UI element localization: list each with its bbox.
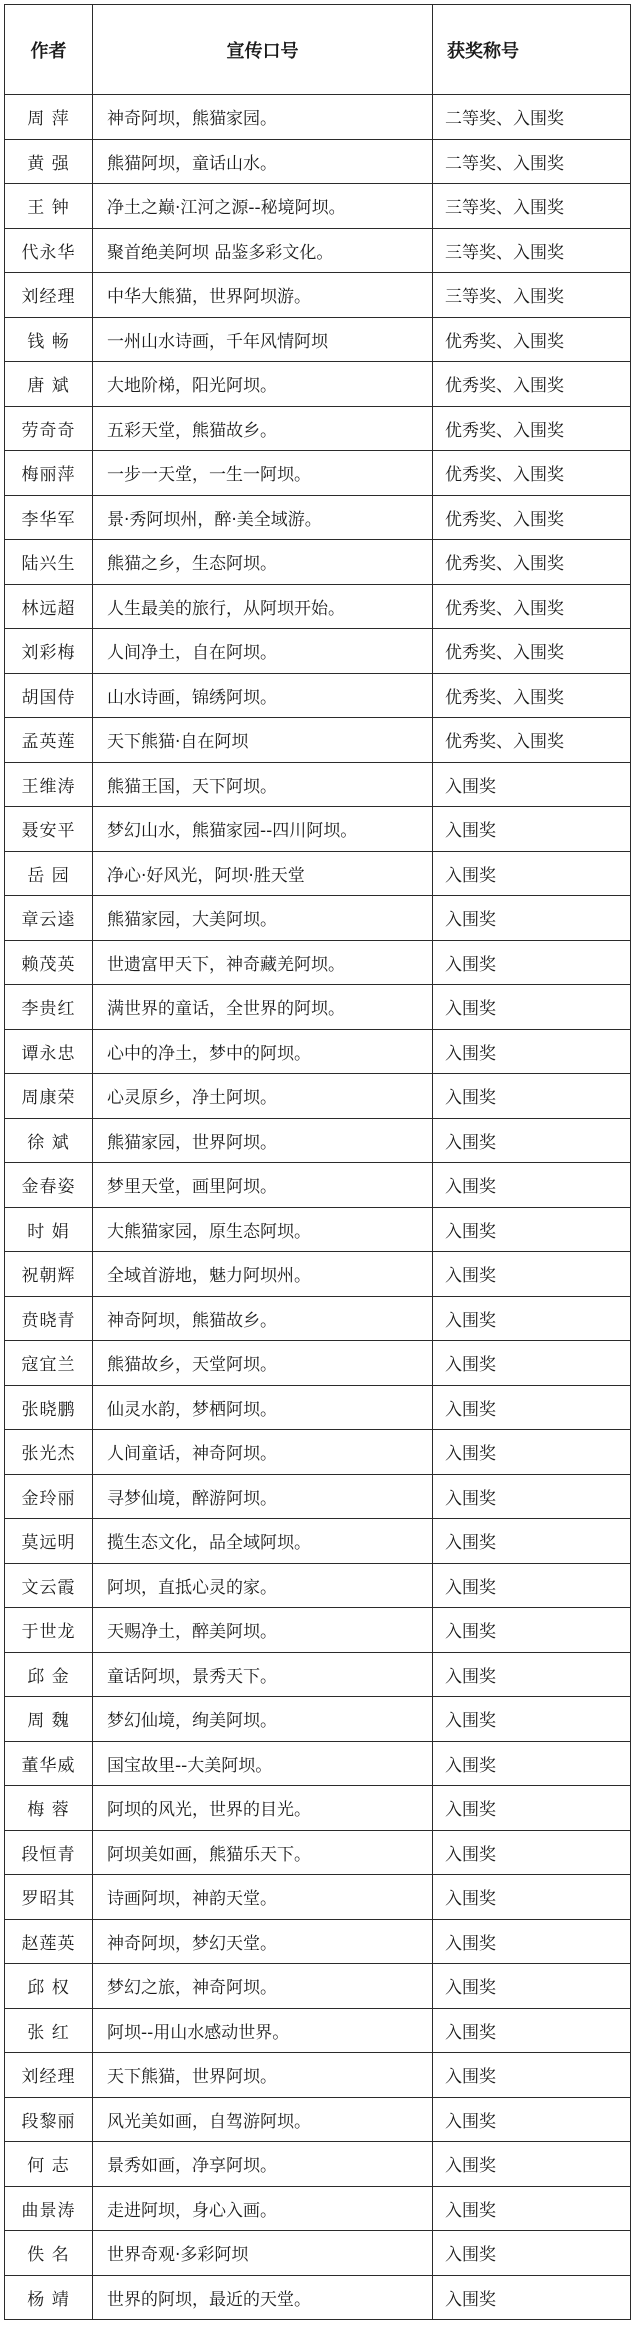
author-cell: 梅 蓉 — [5, 1786, 93, 1831]
table-row — [5, 673, 631, 718]
table-row — [5, 1296, 631, 1341]
table-row — [5, 807, 631, 852]
author-cell: 贲晓青 — [5, 1296, 93, 1341]
author-cell: 刘彩梅 — [5, 629, 93, 674]
table-row — [5, 1385, 631, 1430]
header-row — [5, 5, 631, 95]
table-row — [5, 2097, 631, 2142]
author-cell: 文云霞 — [5, 1563, 93, 1608]
table-row — [5, 1252, 631, 1297]
author-cell: 胡国侍 — [5, 673, 93, 718]
award-cell: 入围奖 — [433, 1964, 631, 2009]
table-row — [5, 1074, 631, 1119]
author-cell: 时 娟 — [5, 1207, 93, 1252]
author-cell: 梅丽萍 — [5, 451, 93, 496]
table-row — [5, 2186, 631, 2231]
author-cell: 罗昭其 — [5, 1875, 93, 1920]
slogan-cell: 人生最美的旅行，从阿坝开始。 — [93, 584, 433, 629]
slogan-cell: 阿坝，直抵心灵的家。 — [93, 1563, 433, 1608]
author-cell: 寇宜兰 — [5, 1341, 93, 1386]
table-row — [5, 2053, 631, 2098]
author-cell: 林远超 — [5, 584, 93, 629]
award-cell: 优秀奖、入围奖 — [433, 362, 631, 407]
author-cell: 黄 强 — [5, 139, 93, 184]
table-row — [5, 851, 631, 896]
table-row — [5, 406, 631, 451]
slogan-cell: 山水诗画，锦绣阿坝。 — [93, 673, 433, 718]
slogan-cell: 人间童话，神奇阿坝。 — [93, 1430, 433, 1475]
slogan-cell: 揽生态文化，品全域阿坝。 — [93, 1519, 433, 1564]
table-row — [5, 1519, 631, 1564]
author-cell: 刘经理 — [5, 2053, 93, 2098]
author-cell: 张 红 — [5, 2008, 93, 2053]
table-row — [5, 1207, 631, 1252]
award-cell: 入围奖 — [433, 1608, 631, 1653]
award-cell: 入围奖 — [433, 2097, 631, 2142]
slogan-cell: 梦幻仙境，绚美阿坝。 — [93, 1697, 433, 1742]
slogan-cell: 一步一天堂，一生一阿坝。 — [93, 451, 433, 496]
table-row — [5, 2231, 631, 2276]
award-cell: 入围奖 — [433, 851, 631, 896]
award-cell: 入围奖 — [433, 2142, 631, 2187]
award-cell: 入围奖 — [433, 1252, 631, 1297]
slogan-cell: 熊猫故乡，天堂阿坝。 — [93, 1341, 433, 1386]
slogan-cell: 神奇阿坝，熊猫故乡。 — [93, 1296, 433, 1341]
table-row — [5, 718, 631, 763]
award-cell: 入围奖 — [433, 762, 631, 807]
table-row — [5, 896, 631, 941]
author-cell: 于世龙 — [5, 1608, 93, 1653]
award-cell: 优秀奖、入围奖 — [433, 584, 631, 629]
award-cell: 入围奖 — [433, 2275, 631, 2320]
table-row — [5, 1029, 631, 1074]
award-cell: 优秀奖、入围奖 — [433, 718, 631, 763]
slogan-cell: 神奇阿坝，熊猫家园。 — [93, 95, 433, 140]
table-row — [5, 1341, 631, 1386]
author-cell: 徐 斌 — [5, 1118, 93, 1163]
award-cell: 入围奖 — [433, 1519, 631, 1564]
slogan-cell: 天下熊猫·自在阿坝 — [93, 718, 433, 763]
author-cell: 章云逵 — [5, 896, 93, 941]
table-row — [5, 1697, 631, 1742]
author-cell: 陆兴生 — [5, 540, 93, 585]
slogan-cell: 世界的阿坝，最近的天堂。 — [93, 2275, 433, 2320]
author-cell: 金春姿 — [5, 1163, 93, 1208]
table-row — [5, 1430, 631, 1475]
slogan-cell: 寻梦仙境，醉游阿坝。 — [93, 1474, 433, 1519]
award-cell: 入围奖 — [433, 1697, 631, 1742]
slogan-cell: 熊猫王国，天下阿坝。 — [93, 762, 433, 807]
author-cell: 代永华 — [5, 228, 93, 273]
award-cell: 入围奖 — [433, 1207, 631, 1252]
award-cell: 优秀奖、入围奖 — [433, 406, 631, 451]
table-row — [5, 629, 631, 674]
award-cell: 入围奖 — [433, 940, 631, 985]
table-row — [5, 540, 631, 585]
award-cell: 优秀奖、入围奖 — [433, 629, 631, 674]
award-cell: 二等奖、入围奖 — [433, 139, 631, 184]
slogan-cell: 阿坝--用山水感动世界。 — [93, 2008, 433, 2053]
author-cell: 唐 斌 — [5, 362, 93, 407]
slogan-cell: 世遗富甲天下，神奇藏羌阿坝。 — [93, 940, 433, 985]
slogan-cell: 风光美如画，自驾游阿坝。 — [93, 2097, 433, 2142]
award-cell: 优秀奖、入围奖 — [433, 495, 631, 540]
slogan-cell: 熊猫家园，世界阿坝。 — [93, 1118, 433, 1163]
author-cell: 董华威 — [5, 1741, 93, 1786]
award-cell: 优秀奖、入围奖 — [433, 317, 631, 362]
table-row — [5, 495, 631, 540]
slogan-cell: 梦幻山水，熊猫家园--四川阿坝。 — [93, 807, 433, 852]
author-cell: 段黎丽 — [5, 2097, 93, 2142]
slogan-cell: 梦里天堂，画里阿坝。 — [93, 1163, 433, 1208]
award-cell: 优秀奖、入围奖 — [433, 540, 631, 585]
slogan-cell: 净土之巅·江河之源--秘境阿坝。 — [93, 184, 433, 229]
table-row — [5, 2275, 631, 2320]
author-cell: 周 魏 — [5, 1697, 93, 1742]
author-cell: 谭永忠 — [5, 1029, 93, 1074]
slogan-cell: 童话阿坝，景秀天下。 — [93, 1652, 433, 1697]
award-cell: 入围奖 — [433, 1563, 631, 1608]
table-row — [5, 362, 631, 407]
slogan-cell: 大地阶梯，阳光阿坝。 — [93, 362, 433, 407]
table-row — [5, 139, 631, 184]
award-cell: 入围奖 — [433, 1118, 631, 1163]
table-row — [5, 1652, 631, 1697]
slogan-cell: 全域首游地，魅力阿坝州。 — [93, 1252, 433, 1297]
author-cell: 周 萍 — [5, 95, 93, 140]
table-row — [5, 1741, 631, 1786]
award-table-body — [5, 95, 631, 2320]
slogan-cell: 聚首绝美阿坝 品鉴多彩文化。 — [93, 228, 433, 273]
slogan-cell: 梦幻之旅，神奇阿坝。 — [93, 1964, 433, 2009]
author-cell: 张光杰 — [5, 1430, 93, 1475]
slogan-cell: 心中的净土，梦中的阿坝。 — [93, 1029, 433, 1074]
award-cell: 入围奖 — [433, 1074, 631, 1119]
table-row — [5, 1875, 631, 1920]
table-row — [5, 1118, 631, 1163]
table-row — [5, 1608, 631, 1653]
table-row — [5, 95, 631, 140]
table-row — [5, 2008, 631, 2053]
award-cell: 入围奖 — [433, 1919, 631, 1964]
table-row — [5, 762, 631, 807]
award-cell: 入围奖 — [433, 1385, 631, 1430]
slogan-cell: 一州山水诗画，千年风情阿坝 — [93, 317, 433, 362]
table-row — [5, 985, 631, 1030]
award-cell: 入围奖 — [433, 1430, 631, 1475]
author-cell: 王 钟 — [5, 184, 93, 229]
table-row — [5, 1474, 631, 1519]
slogan-cell: 人间净土，自在阿坝。 — [93, 629, 433, 674]
slogan-cell: 阿坝美如画，熊猫乐天下。 — [93, 1830, 433, 1875]
slogan-cell: 神奇阿坝，梦幻天堂。 — [93, 1919, 433, 1964]
slogan-cell: 景秀如画，净享阿坝。 — [93, 2142, 433, 2187]
header-author: 作者 — [5, 5, 93, 95]
award-cell: 入围奖 — [433, 807, 631, 852]
table-row — [5, 273, 631, 318]
author-cell: 李华军 — [5, 495, 93, 540]
slogan-cell: 世界奇观·多彩阿坝 — [93, 2231, 433, 2276]
award-cell: 入围奖 — [433, 2231, 631, 2276]
table-row — [5, 228, 631, 273]
author-cell: 赵莲英 — [5, 1919, 93, 1964]
table-row — [5, 940, 631, 985]
slogan-cell: 熊猫之乡，生态阿坝。 — [93, 540, 433, 585]
slogan-cell: 国宝故里--大美阿坝。 — [93, 1741, 433, 1786]
slogan-cell: 心灵原乡，净土阿坝。 — [93, 1074, 433, 1119]
table-row — [5, 184, 631, 229]
author-cell: 邱 金 — [5, 1652, 93, 1697]
slogan-cell: 天赐净土，醉美阿坝。 — [93, 1608, 433, 1653]
author-cell: 金玲丽 — [5, 1474, 93, 1519]
award-cell: 入围奖 — [433, 985, 631, 1030]
slogan-cell: 景·秀阿坝州，醉·美全域游。 — [93, 495, 433, 540]
award-cell: 入围奖 — [433, 1875, 631, 1920]
award-cell: 三等奖、入围奖 — [433, 184, 631, 229]
slogan-cell: 满世界的童话，全世界的阿坝。 — [93, 985, 433, 1030]
author-cell: 段恒青 — [5, 1830, 93, 1875]
table-row — [5, 1919, 631, 1964]
slogan-cell: 仙灵水韵，梦栖阿坝。 — [93, 1385, 433, 1430]
award-cell: 入围奖 — [433, 2008, 631, 2053]
author-cell: 刘经理 — [5, 273, 93, 318]
table-row — [5, 1786, 631, 1831]
table-row — [5, 1830, 631, 1875]
header-award: 获奖称号 — [433, 5, 631, 95]
author-cell: 佚 名 — [5, 2231, 93, 2276]
author-cell: 赖茂英 — [5, 940, 93, 985]
table-row — [5, 451, 631, 496]
header-slogan: 宣传口号 — [93, 5, 433, 95]
author-cell: 聂安平 — [5, 807, 93, 852]
author-cell: 钱 畅 — [5, 317, 93, 362]
slogan-cell: 五彩天堂，熊猫故乡。 — [93, 406, 433, 451]
award-cell: 优秀奖、入围奖 — [433, 673, 631, 718]
slogan-cell: 阿坝的风光，世界的目光。 — [93, 1786, 433, 1831]
slogan-cell: 熊猫家园，大美阿坝。 — [93, 896, 433, 941]
award-cell: 三等奖、入围奖 — [433, 273, 631, 318]
award-cell: 入围奖 — [433, 2186, 631, 2231]
author-cell: 莫远明 — [5, 1519, 93, 1564]
table-row — [5, 1563, 631, 1608]
author-cell: 周康荣 — [5, 1074, 93, 1119]
award-cell: 入围奖 — [433, 1786, 631, 1831]
award-cell: 入围奖 — [433, 896, 631, 941]
author-cell: 何 志 — [5, 2142, 93, 2187]
slogan-cell: 诗画阿坝，神韵天堂。 — [93, 1875, 433, 1920]
table-row — [5, 2142, 631, 2187]
slogan-cell: 走进阿坝，身心入画。 — [93, 2186, 433, 2231]
author-cell: 李贵红 — [5, 985, 93, 1030]
award-cell: 入围奖 — [433, 1029, 631, 1074]
award-cell: 入围奖 — [433, 2053, 631, 2098]
slogan-cell: 天下熊猫，世界阿坝。 — [93, 2053, 433, 2098]
author-cell: 邱 权 — [5, 1964, 93, 2009]
award-cell: 入围奖 — [433, 1474, 631, 1519]
author-cell: 孟英莲 — [5, 718, 93, 763]
author-cell: 杨 靖 — [5, 2275, 93, 2320]
award-cell: 入围奖 — [433, 1830, 631, 1875]
award-cell: 优秀奖、入围奖 — [433, 451, 631, 496]
award-cell: 入围奖 — [433, 1652, 631, 1697]
slogan-cell: 净心·好风光，阿坝·胜天堂 — [93, 851, 433, 896]
table-row — [5, 1964, 631, 2009]
author-cell: 王维涛 — [5, 762, 93, 807]
slogan-cell: 大熊猫家园，原生态阿坝。 — [93, 1207, 433, 1252]
table-row — [5, 1163, 631, 1208]
award-cell: 三等奖、入围奖 — [433, 228, 631, 273]
author-cell: 张晓鹏 — [5, 1385, 93, 1430]
table-row — [5, 584, 631, 629]
award-table — [4, 4, 631, 2320]
award-cell: 入围奖 — [433, 1296, 631, 1341]
author-cell: 祝朝辉 — [5, 1252, 93, 1297]
author-cell: 曲景涛 — [5, 2186, 93, 2231]
author-cell: 岳 园 — [5, 851, 93, 896]
award-cell: 入围奖 — [433, 1741, 631, 1786]
author-cell: 劳奇奇 — [5, 406, 93, 451]
award-cell: 二等奖、入围奖 — [433, 95, 631, 140]
slogan-cell: 中华大熊猫，世界阿坝游。 — [93, 273, 433, 318]
award-list-page — [4, 4, 630, 2320]
award-cell: 入围奖 — [433, 1341, 631, 1386]
award-cell: 入围奖 — [433, 1163, 631, 1208]
table-row — [5, 317, 631, 362]
slogan-cell: 熊猫阿坝，童话山水。 — [93, 139, 433, 184]
